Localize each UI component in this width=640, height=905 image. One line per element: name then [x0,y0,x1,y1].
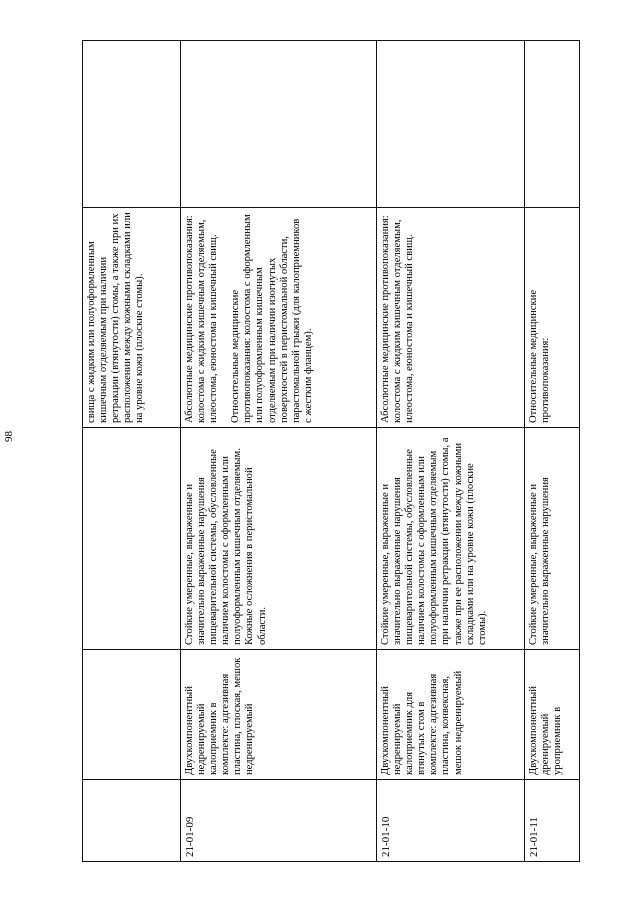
contraindications-cell: Относительные медицинские противопоказания: [525,207,580,427]
code-cell [83,779,180,861]
page-number: 98 [3,431,15,442]
table-row [377,41,525,861]
empty-cell [83,40,180,207]
table-row [525,41,580,861]
product-name-cell: Двухкомпонентный недренируемый калоприемник в комплекте: адгезивная пластина, плоская, мешок недренируемый [181,649,376,779]
indications-cell: Стойкие умеренные, выраженные и значительно выраженные нарушения пищеварительной системы, обусловленные наличием колостомы с оформленным или полуоформленным кишечным отделяемым. Кожные осложнения в перистомальной области. [181,427,376,649]
empty-cell [525,40,580,207]
product-name-cell: Двухкомпонентный дренируемый уроприемник в [525,649,580,779]
empty-cell [377,40,524,207]
code-cell: 21-01-11 [525,779,580,861]
product-name-cell: Двухкомпонентный недренируемый калоприемник для втянутых стом в комплекте: адгезивная пластина, конвексная, мешок недренируемый [377,649,524,779]
empty-cell [181,40,376,207]
table-row [83,41,181,861]
indications-cell [83,427,180,649]
contraindications-table [82,40,580,862]
code-cell: 21-01-10 [377,779,524,861]
product-name-cell [83,649,180,779]
indications-cell: Стойкие умеренные, выраженные и значительно выраженные нарушения [525,427,580,649]
contraindications-cell: свища с жидким или полуоформленным кишечным отделяемым при наличии ретракции (втянутости) стомы, а также при их расположении между кожными складками или на уровне кожи (плоские стомы). [83,207,180,427]
indications-cell: Стойкие умеренные, выраженные и значительно выраженные нарушения пищеварительной системы, обусловленные наличием колостомы с оформленным или полуоформленным кишечным отделяемым при наличии ретракции (втянутости) стомы, а также при ее расположении между кожными складками или на уровне кожи (плоские стомы). [377,427,524,649]
table-row [181,41,377,861]
code-cell: 21-01-09 [181,779,376,861]
contraindications-cell: Абсолютные медицинские противопоказания: колостома с жидким кишечным отделяемым, илеостома, еюностома и кишечный свищ. [377,207,524,427]
contraindications-cell: Абсолютные медицинские противопоказания: колостома с жидким кишечным отделяемым, илеостома, еюностома и кишечный свищ. Относительные медицинские противопоказания: колостома с оформленным или полуоформленным кишечным отделяемым при наличии изогнутых поверхностей в перистомальной области, парастомальной грыжи (для калоприемников с жестким фланцем). [181,207,376,427]
